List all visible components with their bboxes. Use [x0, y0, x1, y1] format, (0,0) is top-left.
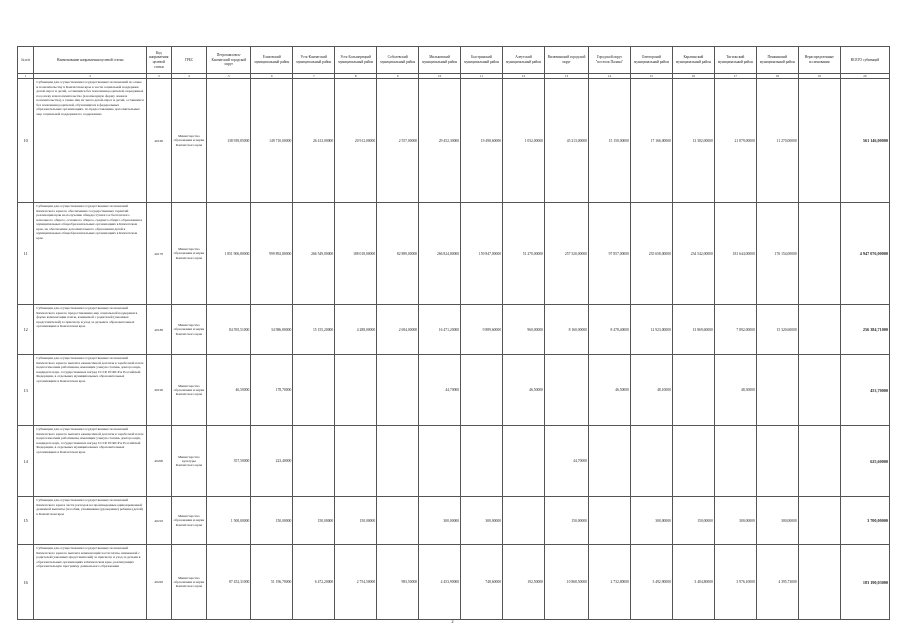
value-cell: 300,00000	[419, 497, 461, 545]
row-number: 14	[18, 426, 34, 497]
table-row	[18, 426, 890, 497]
column-number: 18	[756, 74, 798, 79]
header-cell: Соболевский муниципальный район	[377, 47, 419, 74]
value-cell: 150,00000	[672, 497, 714, 545]
row-number: 11	[18, 203, 34, 305]
value-cell: 51 270,00000	[503, 203, 545, 305]
row-code: 40180	[146, 305, 171, 355]
value-cell: 2 557,00000	[377, 79, 419, 203]
value-cell	[714, 426, 756, 497]
column-number: 13	[545, 74, 589, 79]
value-cell: 2 694,00000	[377, 305, 419, 355]
table-row	[18, 79, 890, 203]
value-cell: 159 847,00000	[461, 203, 503, 305]
value-cell: 20 912,00000	[335, 79, 377, 203]
row-grbs: Министерство образования и науки Камчатского края	[171, 203, 207, 305]
value-cell: 3 404,80000	[672, 545, 714, 620]
value-cell: 266 824,80000	[419, 203, 461, 305]
column-number: 12	[503, 74, 545, 79]
row-description: Субвенции для осуществления государственных полномочий Камчатского края по выплате компенсации части платы, взимаемой с родителей (законных представителей) за присмотр и уход за детьми в образовательных организациях в Камчатском крае, реализующих образовательную программу дошкольного образования	[34, 545, 147, 620]
value-cell: 300,00000	[461, 497, 503, 545]
column-number: 5	[207, 74, 251, 79]
value-cell: 192,50000	[503, 545, 545, 620]
value-cell: 960,00000	[503, 305, 545, 355]
value-cell: 8 478,40000	[589, 305, 631, 355]
header-cell: Быстринский муниципальный район	[461, 47, 503, 74]
header-cell: Нераспределенные ассигнования	[798, 47, 840, 74]
column-number: 7	[293, 74, 335, 79]
value-cell: 48,30000	[714, 355, 756, 426]
value-cell	[335, 426, 377, 497]
subvention-table	[17, 46, 890, 620]
header-cell: Карагинский муниципальный район	[672, 47, 714, 74]
value-cell: 46,50000	[207, 355, 251, 426]
value-cell: 29 452,30000	[419, 79, 461, 203]
value-cell: 11 270,00000	[756, 79, 798, 203]
row-number: 10	[18, 79, 34, 203]
value-cell	[503, 426, 545, 497]
value-cell: 48,10000	[630, 355, 672, 426]
value-cell: 223,40000	[251, 426, 293, 497]
value-cell: 234 542,00000	[672, 203, 714, 305]
value-cell	[545, 355, 589, 426]
total-cell: 4 947 076,00000	[840, 203, 889, 305]
total-cell: 256 384,71000	[840, 305, 889, 355]
header-cell: Елизовский муниципальный район	[251, 47, 293, 74]
value-cell: 176 154,00000	[756, 203, 798, 305]
value-cell	[798, 497, 840, 545]
column-number: 15	[630, 74, 672, 79]
row-description: Субвенции для осуществления государственных полномочий Камчатского края в части расходов на произведенные единовременной денежной выплаты (пособия, ухаживания (удочерение) ребенка (детей) в Камчатском крае	[34, 497, 147, 545]
row-grbs: Министерство образования и науки Камчатского края	[171, 545, 207, 620]
value-cell: 82 889,00000	[377, 203, 419, 305]
row-description: Субвенции для осуществления государственных полномочий по опеке и попечительству в Камчатском крае в части социальной поддержки детей-сирот и детей, оставшихся без попечения родителей, переданных под опеку или попечительство (в возмездную форму опеки и попечительства), а также лиц из числа детей-сирот и детей, оставшихся без попечения родителей, обучающихся в федеральных образовательных организациях, по предоставлению дополнительных мер социальной поддержки по содержанию	[34, 79, 147, 203]
column-number: 14	[589, 74, 631, 79]
header-cell: Усть-Камчатский муниципальный район	[293, 47, 335, 74]
page-number: 2	[451, 619, 454, 624]
value-cell: 45 213,00000	[545, 79, 589, 203]
value-cell: 150,00000	[293, 497, 335, 545]
column-number: 20	[840, 74, 889, 79]
value-cell	[419, 426, 461, 497]
row-number: 13	[18, 355, 34, 426]
total-cell: 3 700,00000	[840, 497, 889, 545]
column-number: 16	[672, 74, 714, 79]
value-cell: 3 492,90000	[630, 545, 672, 620]
value-cell: 150,00000	[335, 497, 377, 545]
value-cell: 17 166,00000	[630, 79, 672, 203]
value-cell	[377, 497, 419, 545]
value-cell: 9 889,60000	[461, 305, 503, 355]
value-cell: 4 395,73000	[756, 545, 798, 620]
table-row	[18, 355, 890, 426]
value-cell: 235 658,00000	[630, 203, 672, 305]
column-number: 8	[335, 74, 377, 79]
value-cell	[589, 497, 631, 545]
value-cell: 15 155,20000	[293, 305, 335, 355]
row-description: Субвенции для осуществления государственных полномочий Камчатского края по выплате ежемесячной доплаты к заработной плате педагогическим работникам, имеющим ученую степень доктора наук, кандидата наук, государственных наград СССР, РСФСР и Российской Федерации, в отдельных муниципальных образовательных организациях в Камчатском крае	[34, 426, 147, 497]
row-description: Субвенции для осуществления государственных полномочий Камчатского края по предоставлению мер социальной поддержки в форме компенсации платы, взимаемой с родителей (законных представителей) за присмотр и уход за детьми в образовательных организациях в Камчатском крае	[34, 305, 147, 355]
value-cell: 10 868,50000	[545, 545, 589, 620]
value-cell: 3 976,10000	[714, 545, 756, 620]
value-cell: 300,00000	[714, 497, 756, 545]
value-cell: 12 923,00000	[630, 305, 672, 355]
header-row	[18, 47, 890, 74]
header-cell: Пенжинский муниципальный район	[756, 47, 798, 74]
value-cell: 87 452,31000	[207, 545, 251, 620]
value-cell: 6 472,20000	[293, 545, 335, 620]
value-cell	[798, 355, 840, 426]
header-cell: № п/п	[18, 47, 34, 74]
value-cell	[798, 79, 840, 203]
row-grbs: Министерство образования и науки Камчатского края	[171, 305, 207, 355]
value-cell: 149 710,00000	[251, 79, 293, 203]
value-cell: 51 196,70000	[251, 545, 293, 620]
value-cell	[798, 545, 840, 620]
row-description: Субвенции для осуществления государственных полномочий Камчатского края по обеспечению государственных гарантий реализации прав на получение общедоступного и бесплатного начального общего, основного общего, среднего общего образования в муниципальных общеобразовательных организациях в Камчатском крае, на обеспечение дополнительного образования детей в муниципальных общеобразовательных организациях в Камчатском крае	[34, 203, 147, 305]
value-cell	[461, 355, 503, 426]
value-cell	[798, 426, 840, 497]
value-cell: 257 520,00000	[545, 203, 589, 305]
table-row	[18, 545, 890, 620]
total-cell: 625,60000	[840, 426, 889, 497]
column-number: 2	[34, 74, 147, 79]
value-cell: 44,70000	[545, 426, 589, 497]
value-cell: 748,60000	[461, 545, 503, 620]
row-number: 16	[18, 545, 34, 620]
value-cell	[377, 355, 419, 426]
value-cell: 300,00000	[630, 497, 672, 545]
value-cell	[756, 426, 798, 497]
value-cell: 983,50000	[377, 545, 419, 620]
header-cell: Тигильский муниципальный район	[714, 47, 756, 74]
value-cell	[756, 355, 798, 426]
header-cell: Алеутский муниципальный район	[503, 47, 545, 74]
value-cell	[798, 203, 840, 305]
value-cell: 13 869,60000	[672, 305, 714, 355]
value-cell: 1 851 906,80000	[207, 203, 251, 305]
value-cell	[630, 426, 672, 497]
total-cell: 183 190,03000	[840, 545, 889, 620]
value-cell: 188 018,00000	[335, 203, 377, 305]
value-cell: 46,50000	[503, 355, 545, 426]
value-cell: 266 549,00000	[293, 203, 335, 305]
value-cell: 46,50000	[589, 355, 631, 426]
table-body	[18, 79, 890, 620]
row-code: 40210	[146, 497, 171, 545]
column-number: 11	[461, 74, 503, 79]
value-cell: 21 879,00000	[714, 79, 756, 203]
header-cell: Петропавловск-Камчатский городской округ	[207, 47, 251, 74]
row-number: 15	[18, 497, 34, 545]
value-cell	[293, 355, 335, 426]
value-cell: 138 939,85000	[207, 79, 251, 203]
value-cell	[672, 355, 714, 426]
value-cell: 84 595,51000	[207, 305, 251, 355]
value-cell: 26 413,00000	[293, 79, 335, 203]
row-code: 40160	[146, 79, 171, 203]
value-cell: 357,50000	[207, 426, 251, 497]
value-cell: 4 453,90000	[419, 545, 461, 620]
value-cell	[461, 426, 503, 497]
header-cell: Олюторский муниципальный район	[630, 47, 672, 74]
column-number: 9	[377, 74, 419, 79]
header-cell: ГРБС	[171, 47, 207, 74]
value-cell: 8 160,00000	[545, 305, 589, 355]
value-cell: 13 382,00000	[672, 79, 714, 203]
value-cell: 16 471,20000	[419, 305, 461, 355]
header-cell: Наименование направления целевой статьи	[34, 47, 147, 74]
table-row	[18, 305, 890, 355]
value-cell	[672, 426, 714, 497]
value-cell: 178,70000	[251, 355, 293, 426]
column-number: 10	[419, 74, 461, 79]
value-cell: 15 150,00000	[589, 79, 631, 203]
header-cell: Мильковский муниципальный район	[419, 47, 461, 74]
row-code: 40200	[146, 426, 171, 497]
value-cell: 15 320,60000	[756, 305, 798, 355]
column-number: 17	[714, 74, 756, 79]
header-cell: Вилючинский городской округ	[545, 47, 589, 74]
column-number: 19	[798, 74, 840, 79]
value-cell	[377, 426, 419, 497]
value-cell: 1 500,00000	[207, 497, 251, 545]
row-code: 40190	[146, 355, 171, 426]
value-cell: 999 892,80000	[251, 203, 293, 305]
column-number: 6	[251, 74, 293, 79]
value-cell: 181 644,00000	[714, 203, 756, 305]
column-number: 1	[18, 74, 34, 79]
value-cell: 150,00000	[251, 497, 293, 545]
column-number: 4	[171, 74, 207, 79]
value-cell	[589, 426, 631, 497]
value-cell: 1 032,00000	[503, 79, 545, 203]
row-number: 12	[18, 305, 34, 355]
row-grbs: Министерство образования и науки Камчатского края	[171, 497, 207, 545]
value-cell: 300,00000	[756, 497, 798, 545]
header-cell: ВСЕГО субвенций	[840, 47, 889, 74]
row-code: 40170	[146, 203, 171, 305]
total-cell: 453,70000	[840, 355, 889, 426]
value-cell: 97 857,00000	[589, 203, 631, 305]
header-cell: Усть-Большерецкий муниципальный район	[335, 47, 377, 74]
value-cell: 7 892,00000	[714, 305, 756, 355]
row-grbs: Министерство образования и науки Камчатского края	[171, 79, 207, 203]
header-cell: Городской округ "поселок Палана"	[589, 47, 631, 74]
value-cell: 150,00000	[545, 497, 589, 545]
column-number: 3	[146, 74, 171, 79]
value-cell	[293, 426, 335, 497]
value-cell: 2 732,80000	[589, 545, 631, 620]
row-grbs: Министерство культуры Камчатского края	[171, 426, 207, 497]
total-cell: 561 146,00000	[840, 79, 889, 203]
value-cell: 2 754,50000	[335, 545, 377, 620]
value-cell: 4 288,00000	[335, 305, 377, 355]
row-description: Субвенции для осуществления государственных полномочий Камчатского края по выплате ежемесячной доплаты к заработной плате педагогическим работникам, имеющим ученую степень доктора наук, кандидата наук, государственных наград СССР, РСФСР и Российской Федерации, в отдельных муниципальных образовательных организациях в Камчатском крае	[34, 355, 147, 426]
row-grbs: Министерство образования и науки Камчатского края	[171, 355, 207, 426]
table-row	[18, 497, 890, 545]
row-code: 40220	[146, 545, 171, 620]
value-cell	[798, 305, 840, 355]
header-cell: Код направления целевой статьи	[146, 47, 171, 74]
value-cell: 34 986,80000	[251, 305, 293, 355]
value-cell: 44,70000	[419, 355, 461, 426]
value-cell: 19 498,60000	[461, 79, 503, 203]
table-row	[18, 203, 890, 305]
value-cell	[335, 355, 377, 426]
value-cell	[503, 497, 545, 545]
